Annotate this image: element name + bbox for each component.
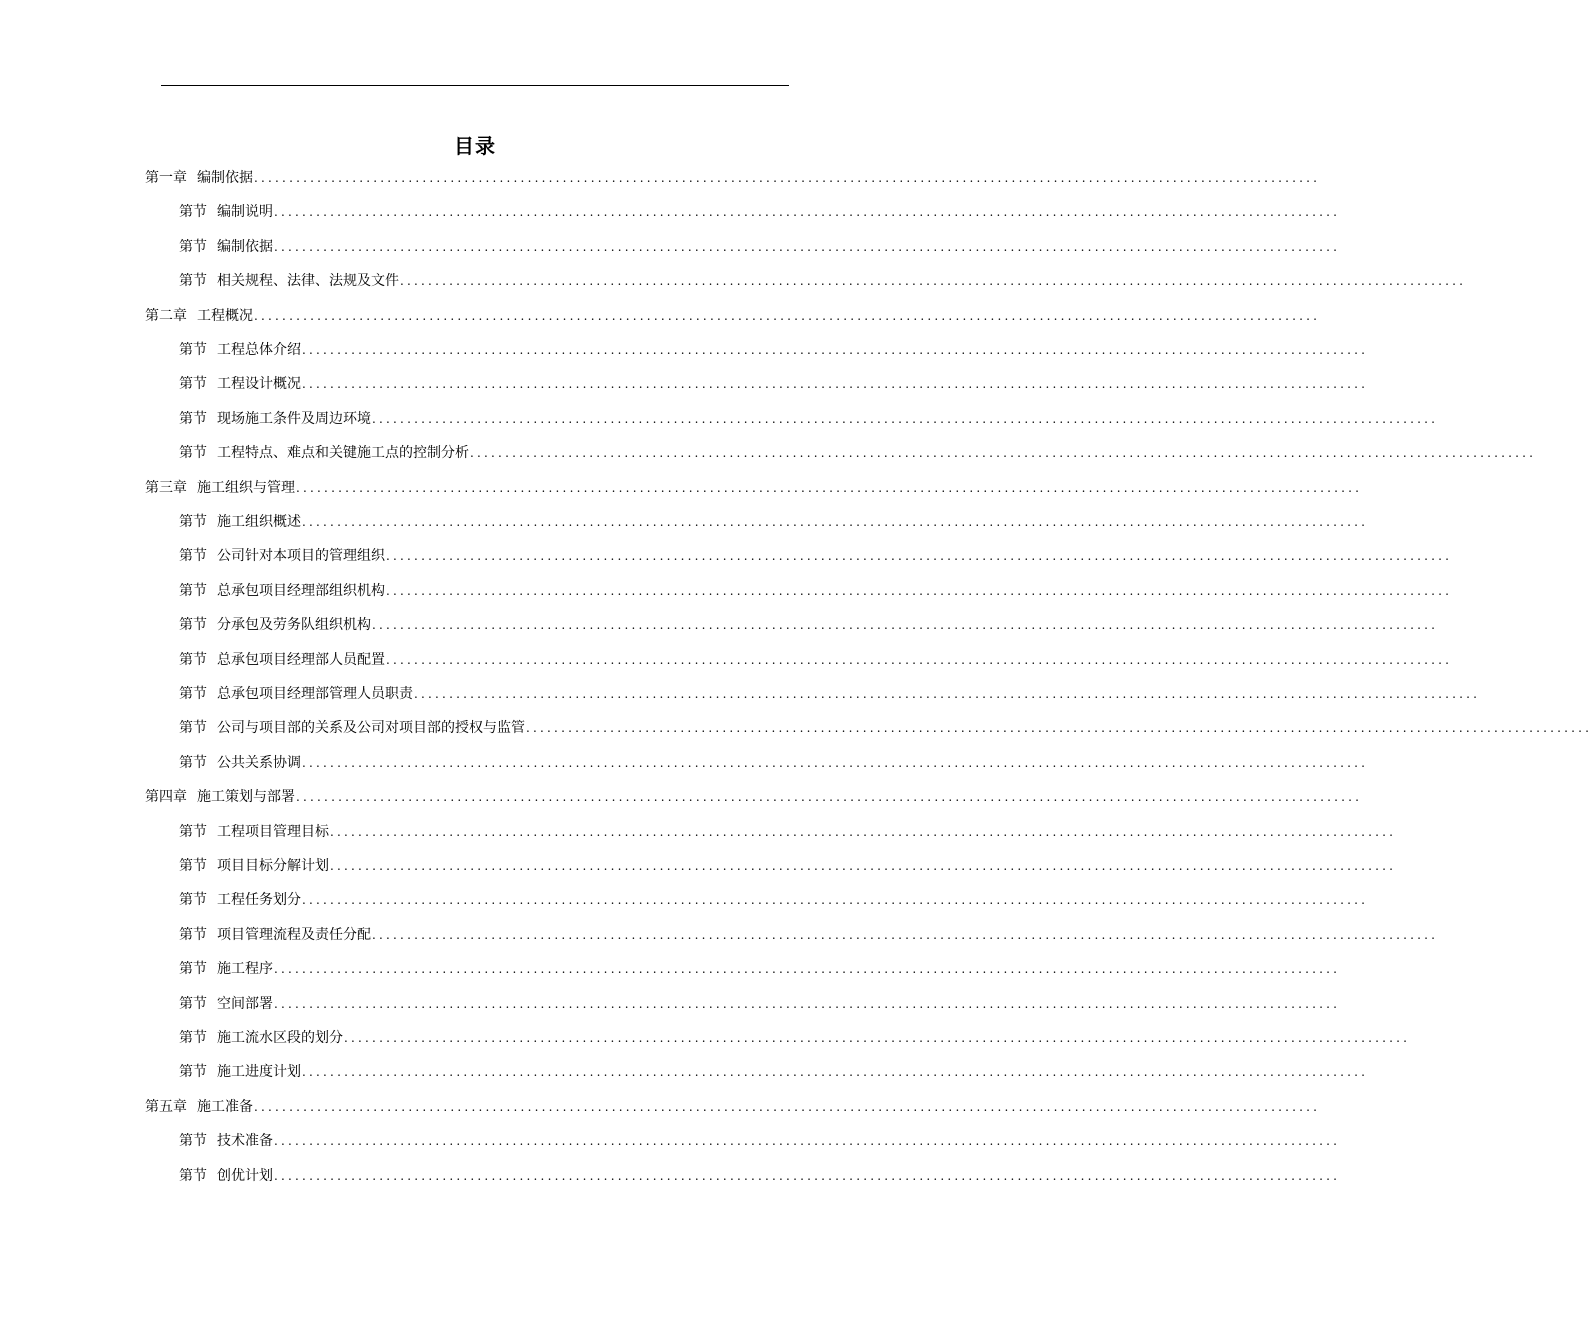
toc-entry-title: 分承包及劳务队组织机构	[217, 617, 371, 634]
toc-entry-number: 第节	[179, 273, 207, 290]
toc-entry-title: 工程项目管理目标	[217, 823, 329, 840]
toc-entry-number: 第节	[179, 823, 207, 840]
toc-dot-leader: ........................................................................................................................................................	[254, 171, 1321, 185]
toc-entry-title: 项目目标分解计划	[217, 858, 329, 874]
toc-entry-number: 第节	[179, 995, 207, 1012]
toc-section-entry[interactable]	[179, 512, 1369, 532]
toc-entry-title: 相关规程、法律、法规及文件	[217, 273, 399, 290]
toc-section-entry[interactable]	[179, 202, 1341, 222]
toc-chapter-entry[interactable]	[145, 168, 1321, 188]
toc-entry-number: 第二章	[145, 307, 187, 324]
toc-entry-number: 第节	[179, 754, 207, 771]
toc-entry-title: 施工程序	[217, 961, 273, 978]
toc-entry-number: 第四章	[145, 789, 187, 806]
toc-entry-number: 第节	[179, 892, 207, 909]
toc-entry-title: 编制依据	[197, 170, 253, 186]
toc-section-entry[interactable]	[179, 650, 1453, 670]
toc-dot-leader: ........................................................................................................................................................	[372, 411, 1439, 426]
toc-section-entry[interactable]	[179, 718, 1592, 738]
toc-section-entry[interactable]	[179, 374, 1369, 394]
toc-chapter-entry[interactable]	[145, 787, 1363, 807]
toc-entry-title: 公共关系协调	[217, 754, 301, 771]
toc-section-entry[interactable]	[179, 684, 1481, 704]
toc-dot-leader: ........................................................................................................................................................	[386, 583, 1453, 598]
toc-dot-leader: ........................................................................................................................................................	[274, 205, 1341, 220]
toc-dot-leader: ........................................................................................................................................................	[386, 652, 1453, 667]
toc-entry-number: 第节	[179, 961, 207, 978]
toc-entry-title: 空间部署	[217, 995, 273, 1012]
toc-entry-title: 总承包项目经理部组织机构	[217, 582, 385, 599]
toc-section-entry[interactable]	[179, 753, 1369, 773]
toc-dot-leader: ........................................................................................................................................................	[302, 377, 1369, 392]
toc-entry-number: 第节	[179, 617, 207, 634]
toc-entry-number: 第节	[179, 548, 207, 565]
toc-dot-leader: ........................................................................................................................................................	[414, 687, 1481, 701]
toc-entry-number: 第节	[179, 514, 207, 530]
toc-entry-number: 第节	[179, 1064, 207, 1081]
toc-dot-leader: ........................................................................................................................................................	[302, 755, 1369, 770]
page-title: 目录	[454, 134, 496, 158]
toc-entry-number: 第节	[179, 445, 207, 462]
toc-entry-title: 公司针对本项目的管理组织	[217, 548, 385, 565]
toc-entry-number: 第节	[179, 926, 207, 943]
toc-entry-number: 第节	[179, 376, 207, 393]
toc-dot-leader: ........................................................................................................................................................	[274, 962, 1341, 977]
toc-dot-leader: ........................................................................................................................................................	[330, 859, 1397, 873]
toc-dot-leader: ........................................................................................................................................................	[302, 1065, 1369, 1080]
toc-chapter-entry[interactable]	[145, 1097, 1321, 1117]
toc-entry-title: 公司与项目部的关系及公司对项目部的授权与监管	[217, 720, 525, 737]
toc-section-entry[interactable]	[179, 1028, 1411, 1048]
toc-section-entry[interactable]	[179, 340, 1369, 360]
toc-entry-title: 施工组织与管理	[197, 479, 295, 496]
toc-section-entry[interactable]	[179, 443, 1537, 463]
toc-dot-leader: ........................................................................................................................................................	[296, 790, 1363, 805]
toc-entry-title: 施工进度计划	[217, 1064, 301, 1081]
toc-dot-leader: ........................................................................................................................................................	[274, 239, 1341, 254]
toc-entry-title: 工程总体介绍	[217, 342, 301, 358]
toc-entry-title: 编制说明	[217, 204, 273, 221]
toc-section-entry[interactable]	[179, 615, 1439, 635]
toc-entry-number: 第节	[179, 582, 207, 599]
toc-entry-title: 创优计划	[217, 1167, 273, 1184]
toc-entry-number: 第节	[179, 410, 207, 427]
toc-entry-title: 现场施工条件及周边环境	[217, 410, 371, 427]
toc-entry-number: 第节	[179, 1030, 207, 1046]
toc-section-entry[interactable]	[179, 1131, 1341, 1151]
toc-section-entry[interactable]	[179, 994, 1341, 1014]
toc-section-entry[interactable]	[179, 1166, 1341, 1186]
toc-entry-title: 项目管理流程及责任分配	[217, 926, 371, 943]
toc-entry-number: 第节	[179, 686, 207, 702]
toc-section-entry[interactable]	[179, 409, 1439, 429]
toc-entry-number: 第节	[179, 342, 207, 358]
toc-section-entry[interactable]	[179, 856, 1397, 876]
toc-entry-number: 第节	[179, 720, 207, 737]
toc-dot-leader: ........................................................................................................................................................	[330, 824, 1397, 839]
toc-section-entry[interactable]	[179, 581, 1453, 601]
toc-dot-leader: ........................................................................................................................................................	[302, 515, 1369, 529]
toc-dot-leader: ........................................................................................................................................................	[372, 927, 1439, 942]
toc-dot-leader: ........................................................................................................................................................	[400, 274, 1467, 289]
toc-entry-title: 编制依据	[217, 238, 273, 255]
toc-dot-leader: ........................................................................................................................................................	[254, 1099, 1321, 1114]
toc-entry-title: 总承包项目经理部人员配置	[217, 651, 385, 668]
toc-dot-leader: ........................................................................................................................................................	[274, 1134, 1341, 1149]
toc-dot-leader: ........................................................................................................................................................	[470, 446, 1537, 461]
toc-section-entry[interactable]	[179, 925, 1439, 945]
toc-dot-leader: ........................................................................................................................................................	[372, 618, 1439, 633]
toc-entry-number: 第节	[179, 1133, 207, 1150]
toc-entry-title: 施工组织概述	[217, 514, 301, 530]
toc-entry-number: 第节	[179, 858, 207, 874]
header-rule	[161, 85, 789, 86]
toc-entry-title: 施工准备	[197, 1098, 253, 1115]
toc-section-entry[interactable]	[179, 822, 1397, 842]
toc-section-entry[interactable]	[179, 890, 1369, 910]
toc-entry-title: 技术准备	[217, 1133, 273, 1150]
toc-entry-number: 第五章	[145, 1098, 187, 1115]
toc-dot-leader: ........................................................................................................................................................	[296, 480, 1363, 495]
toc-entry-number: 第一章	[145, 170, 187, 186]
toc-section-entry[interactable]	[179, 1062, 1369, 1082]
toc-entry-title: 工程特点、难点和关键施工点的控制分析	[217, 445, 469, 462]
toc-dot-leader: ........................................................................................................................................................	[302, 893, 1369, 908]
toc-chapter-entry[interactable]	[145, 306, 1321, 326]
toc-entry-number: 第节	[179, 238, 207, 255]
toc-entry-title: 工程任务划分	[217, 892, 301, 909]
toc-section-entry[interactable]	[179, 271, 1467, 291]
toc-dot-leader: ........................................................................................................................................................	[344, 1031, 1411, 1045]
toc-section-entry[interactable]	[179, 237, 1341, 257]
toc-chapter-entry[interactable]	[145, 478, 1363, 498]
toc-entry-number: 第节	[179, 1167, 207, 1184]
toc-section-entry[interactable]	[179, 959, 1341, 979]
toc-entry-number: 第三章	[145, 479, 187, 496]
toc-entry-title: 工程设计概况	[217, 376, 301, 393]
toc-dot-leader: ........................................................................................................................................................	[386, 549, 1453, 564]
toc-dot-leader: ........................................................................................................................................................	[526, 721, 1592, 736]
toc-dot-leader: ........................................................................................................................................................	[274, 996, 1341, 1011]
toc-entry-title: 工程概况	[197, 307, 253, 324]
toc-entry-title: 总承包项目经理部管理人员职责	[217, 686, 413, 702]
toc-entry-title: 施工策划与部署	[197, 789, 295, 806]
toc-dot-leader: ........................................................................................................................................................	[254, 308, 1321, 323]
toc-dot-leader: ........................................................................................................................................................	[274, 1168, 1341, 1183]
toc-entry-number: 第节	[179, 651, 207, 668]
toc-entry-number: 第节	[179, 204, 207, 221]
toc-dot-leader: ........................................................................................................................................................	[302, 343, 1369, 357]
toc-entry-title: 施工流水区段的划分	[217, 1030, 343, 1046]
toc-section-entry[interactable]	[179, 546, 1453, 566]
